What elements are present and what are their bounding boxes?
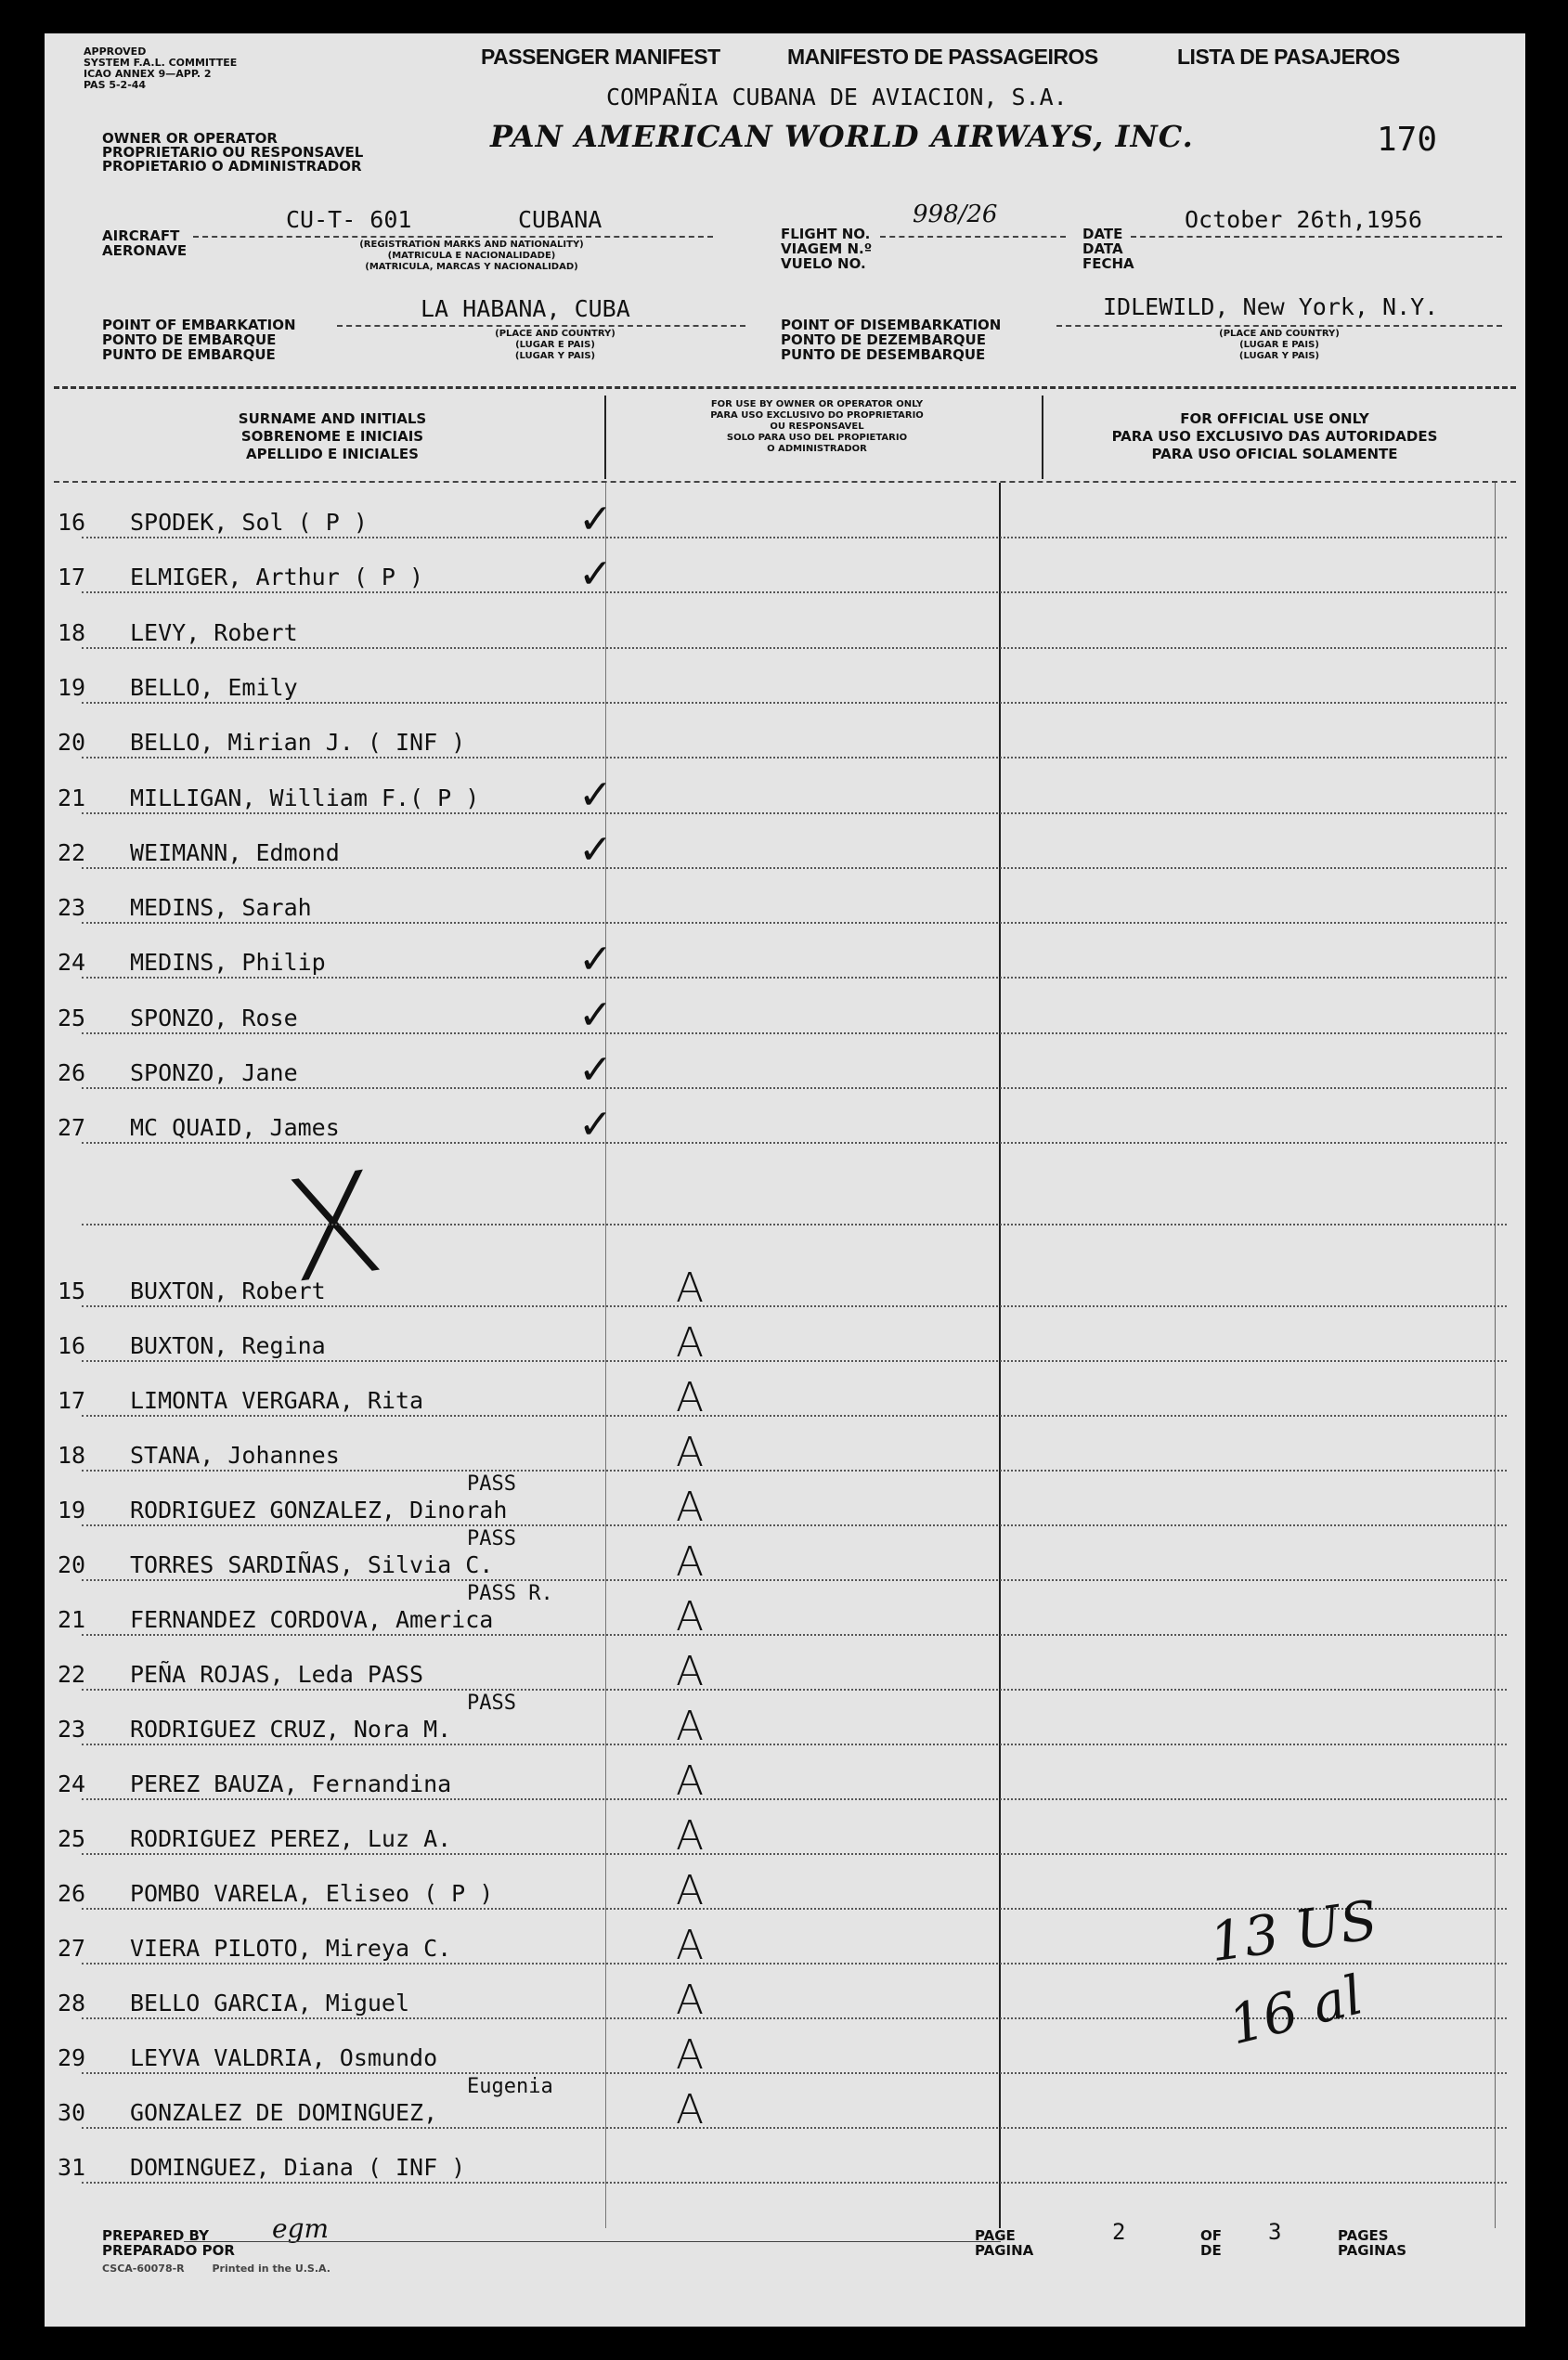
col-header-line: FOR USE BY OWNER OR OPERATOR ONLY	[710, 399, 924, 409]
owner-label	[102, 132, 363, 174]
passenger-note: PASS	[467, 1692, 516, 1715]
header-divider-1	[604, 395, 606, 479]
row-line	[82, 1087, 1507, 1089]
passenger-row	[45, 1692, 1525, 1750]
flight-line	[880, 236, 1066, 238]
col-header-line: SOBRENOME E INICIAIS	[240, 428, 424, 445]
passenger-name: LEVY, Robert	[130, 618, 298, 646]
passenger-number: 28	[58, 1990, 86, 2016]
header-bottom-rule	[54, 481, 1516, 483]
prepared-label-es: PREPARADO POR	[102, 2242, 235, 2259]
passenger-note: PASS	[467, 1527, 516, 1550]
embark-place: LA HABANA, CUBA	[421, 295, 630, 322]
passenger-row	[45, 1429, 1525, 1476]
passenger-name: STANA, Johannes	[130, 1442, 340, 1469]
passenger-note: PASS R.	[467, 1582, 553, 1605]
passenger-number: 27	[58, 1114, 86, 1142]
passenger-row	[45, 1757, 1525, 1805]
passenger-number: 15	[58, 1277, 86, 1304]
passenger-row	[45, 1046, 1525, 1094]
col-header-line: APELLIDO E INICIALES	[246, 446, 419, 462]
page-number: 2	[1112, 2219, 1126, 2245]
flight-label-es: VUELO NO.	[781, 255, 866, 272]
disembark-label	[781, 318, 1001, 362]
row-line	[82, 812, 1507, 814]
owner-check-mark: A	[676, 1867, 705, 1914]
passenger-row	[45, 616, 1525, 653]
passenger-number: 27	[58, 1935, 86, 1962]
passenger-row	[45, 1527, 1525, 1586]
passenger-number: 16	[58, 1332, 86, 1359]
row-line	[82, 2072, 1507, 2074]
passenger-name: ELMIGER, Arthur ( P )	[130, 564, 424, 591]
row-line	[82, 537, 1507, 538]
passenger-row	[45, 1319, 1525, 1367]
company-name: COMPAÑIA CUBANA DE AVIACION, S.A.	[606, 84, 1068, 110]
aircraft-label	[102, 228, 187, 258]
passenger-name: WEIMANN, Edmond	[130, 838, 340, 866]
passenger-row	[45, 1264, 1525, 1312]
passenger-name: BELLO, Mirian J. ( INF )	[130, 729, 466, 757]
aircraft-nationality: CUBANA	[518, 206, 603, 233]
passenger-name: BELLO GARCIA, Miguel	[130, 1990, 410, 2016]
row-line	[82, 977, 1507, 979]
embark-label-pt: PONTO DE EMBARQUE	[102, 331, 277, 348]
row-line	[82, 2127, 1507, 2129]
caption-line: (LUGAR E PAIS)	[1239, 340, 1319, 350]
passenger-number: 24	[58, 949, 86, 977]
owner-check-mark: A	[676, 1538, 705, 1586]
passenger-name: TORRES SARDIÑAS, Silvia C.	[130, 1551, 494, 1578]
owner-check-mark: ✓	[578, 936, 613, 984]
flight-label-pt: VIAGEM N.º	[781, 240, 873, 257]
passenger-name: BELLO, Emily	[130, 673, 298, 701]
pages-label	[1338, 2228, 1406, 2258]
passenger-number: 23	[58, 894, 86, 922]
approval-line: APPROVED	[84, 45, 147, 58]
passenger-number: 18	[58, 618, 86, 646]
passenger-name: VIERA PILOTO, Mireya C.	[130, 1935, 452, 1962]
passenger-number: 17	[58, 564, 86, 591]
owner-check-mark: A	[676, 1593, 705, 1640]
col-header-line: O ADMINISTRADOR	[767, 444, 867, 454]
passenger-row	[45, 771, 1525, 819]
passenger-name: MC QUAID, James	[130, 1114, 340, 1142]
col-header-line: PARA USO EXCLUSIVO DAS AUTORIDADES	[1111, 428, 1438, 445]
passenger-number: 31	[58, 2154, 86, 2181]
passenger-row	[45, 936, 1525, 984]
owner-check-mark: A	[676, 2086, 705, 2133]
row-line	[82, 2182, 1507, 2184]
title-pt: MANIFESTO DE PASSAGEIROS	[787, 45, 1098, 69]
row-line	[82, 1142, 1507, 1144]
title-en: PASSENGER MANIFEST	[481, 45, 720, 69]
row-line	[82, 1853, 1507, 1855]
passenger-number: 29	[58, 2044, 86, 2071]
caption-line: (MATRICULA E NACIONALIDADE)	[387, 251, 556, 261]
embark-label	[102, 318, 296, 362]
manifest-sheet	[45, 33, 1525, 2327]
row-line	[82, 1634, 1507, 1636]
owner-check-mark: ✓	[578, 551, 613, 599]
approval-block	[84, 46, 237, 91]
form-code	[102, 2263, 330, 2275]
date-line	[1131, 236, 1502, 238]
passenger-name: GONZALEZ DE DOMINGUEZ,	[130, 2099, 438, 2126]
row-line	[82, 1744, 1507, 1745]
passenger-row	[45, 496, 1525, 543]
passenger-name: SPODEK, Sol ( P )	[130, 509, 368, 536]
owner-label-en: OWNER OR OPERATOR	[102, 130, 278, 147]
pages-label-es: PAGINAS	[1338, 2242, 1407, 2259]
approval-line: PAS 5-2-44	[84, 79, 147, 91]
page-label-en: PAGE	[975, 2227, 1016, 2244]
owner-check-mark: A	[676, 1484, 705, 1531]
row-line	[82, 702, 1507, 704]
registration-caption	[295, 240, 648, 273]
passenger-name: DOMINGUEZ, Diana ( INF )	[130, 2154, 466, 2181]
passenger-name: PEREZ BAUZA, Fernandina	[130, 1770, 452, 1797]
flight-label	[781, 227, 872, 271]
passenger-row	[45, 825, 1525, 874]
owner-check-mark: ✓	[578, 991, 613, 1039]
passenger-name: BUXTON, Regina	[130, 1332, 326, 1359]
row-line	[82, 1579, 1507, 1581]
pages-label-en: PAGES	[1338, 2227, 1389, 2244]
passenger-number: 16	[58, 509, 86, 536]
owner-check-mark: ✓	[578, 1101, 613, 1149]
passenger-number: 21	[58, 784, 86, 811]
header-divider-2	[1042, 395, 1043, 479]
row-line	[82, 922, 1507, 924]
date-label-pt: DATA	[1082, 240, 1123, 257]
passenger-number: 19	[58, 1497, 86, 1524]
owner-check-mark: A	[676, 1648, 705, 1695]
passenger-number: 26	[58, 1880, 86, 1907]
passenger-note: PASS	[467, 1472, 516, 1496]
passenger-name: SPONZO, Jane	[130, 1059, 298, 1086]
owner-check-mark: ✓	[578, 1046, 613, 1094]
col-header-line: OU RESPONSAVEL	[770, 421, 864, 432]
col-header-line: SURNAME AND INITIALS	[238, 410, 427, 427]
passenger-row	[45, 2031, 1525, 2079]
row-line	[82, 1689, 1507, 1691]
official-note-line2: 16 al	[1222, 1963, 1369, 2057]
aircraft-registration: CU-T- 601	[286, 206, 412, 233]
title-es: LISTA DE PASAJEROS	[1177, 45, 1400, 69]
page-total: 3	[1268, 2219, 1282, 2245]
owner-check-mark: A	[676, 1319, 705, 1367]
passenger-row	[45, 1472, 1525, 1531]
embark-place-caption	[453, 329, 657, 362]
form-code-text: CSCA-60078-R	[102, 2263, 185, 2275]
passenger-row	[45, 1374, 1525, 1421]
page-label	[975, 2228, 1033, 2258]
embark-line	[337, 325, 745, 327]
col-header-line: SOLO PARA USO DEL PROPIETARIO	[726, 433, 908, 443]
owner-label-pt: PROPRIETARIO OU RESPONSAVEL	[102, 144, 364, 161]
approval-line: SYSTEM F.A.L. COMMITTEE	[84, 57, 238, 69]
owner-check-mark: A	[676, 1264, 705, 1312]
passenger-name: SPONZO, Rose	[130, 1004, 298, 1031]
disembark-line	[1056, 325, 1502, 327]
passenger-number: 22	[58, 1661, 86, 1688]
passenger-number: 20	[58, 1551, 86, 1578]
row-line	[82, 757, 1507, 759]
row-line	[82, 1470, 1507, 1472]
caption-line: (PLACE AND COUNTRY)	[495, 329, 616, 339]
row-line	[82, 1032, 1507, 1034]
flight-date: October 26th,1956	[1185, 206, 1422, 233]
aircraft-label-pt: AERONAVE	[102, 242, 188, 259]
owner-check-mark: A	[676, 1703, 705, 1750]
passenger-name: PEÑA ROJAS, Leda PASS	[130, 1661, 424, 1688]
passenger-number: 19	[58, 673, 86, 701]
passenger-number: 20	[58, 729, 86, 757]
passenger-row	[45, 1648, 1525, 1695]
passenger-number: 21	[58, 1606, 86, 1633]
prepared-label	[102, 2228, 235, 2258]
passenger-name: LEYVA VALDRIA, Osmundo	[130, 2044, 438, 2071]
owner-check-mark: ✓	[578, 825, 613, 874]
prepared-line	[184, 2241, 1001, 2242]
row-line	[82, 1360, 1507, 1362]
owner-check-mark: A	[676, 1757, 705, 1805]
caption-line: (LUGAR Y PAIS)	[514, 351, 596, 361]
passenger-number: 24	[58, 1770, 86, 1797]
disembark-place-caption	[1168, 329, 1391, 362]
date-label-en: DATE	[1082, 226, 1123, 242]
passenger-name: BUXTON, Robert	[130, 1277, 326, 1304]
of-label	[1200, 2228, 1222, 2258]
owner-label-es: PROPIETARIO O ADMINISTRADOR	[102, 158, 362, 175]
embark-label-es: PUNTO DE EMBARQUE	[102, 346, 276, 363]
col-header-names	[165, 410, 499, 463]
owner-check-mark: A	[676, 1922, 705, 1969]
row-line	[82, 591, 1507, 593]
owner-check-mark: A	[676, 1977, 705, 2024]
passenger-note: Eugenia	[467, 2075, 553, 2098]
disembark-place: IDLEWILD, New York, N.Y.	[1103, 293, 1439, 320]
date-label	[1082, 227, 1134, 271]
disembark-label-en: POINT OF DISEMBARKATION	[781, 317, 1002, 333]
passenger-row	[45, 551, 1525, 599]
passenger-number: 26	[58, 1059, 86, 1086]
passenger-name: POMBO VARELA, Eliseo ( P )	[130, 1880, 494, 1907]
passenger-row	[45, 1101, 1525, 1149]
passenger-name: MEDINS, Philip	[130, 949, 326, 977]
owner-check-mark: ✓	[578, 496, 613, 543]
aircraft-line	[193, 236, 713, 238]
owner-check-mark: A	[676, 2031, 705, 2079]
col-header-line: PARA USO EXCLUSIVO DO PROPRIETARIO	[710, 410, 924, 421]
passenger-name: MILLIGAN, William F.( P )	[130, 784, 480, 811]
approval-line: ICAO ANNEX 9—APP. 2	[84, 68, 212, 80]
row-line	[82, 1415, 1507, 1417]
passenger-name: LIMONTA VERGARA, Rita	[130, 1387, 424, 1414]
caption-line: (REGISTRATION MARKS AND NATIONALITY)	[359, 240, 584, 250]
passenger-name: RODRIGUEZ PEREZ, Luz A.	[130, 1825, 452, 1852]
page-label-es: PAGINA	[975, 2242, 1034, 2259]
passenger-row	[45, 991, 1525, 1039]
col-header-owner	[613, 399, 1021, 455]
disembark-label-es: PUNTO DE DESEMBARQUE	[781, 346, 986, 363]
row-line	[82, 1524, 1507, 1526]
col-header-line: FOR OFFICIAL USE ONLY	[1180, 410, 1369, 427]
passenger-row	[45, 1812, 1525, 1860]
prepared-by: egm	[272, 2213, 330, 2244]
prepared-label-en: PREPARED BY	[102, 2227, 209, 2244]
caption-line: (PLACE AND COUNTRY)	[1219, 329, 1340, 339]
cross-mark: X	[275, 1141, 393, 1316]
row-line	[82, 867, 1507, 869]
official-note-line1: 13 US	[1206, 1887, 1381, 1975]
caption-line: (LUGAR Y PAIS)	[1238, 351, 1320, 361]
of-label-es: DE	[1200, 2242, 1222, 2259]
passenger-row	[45, 2150, 1525, 2187]
embark-label-en: POINT OF EMBARKATION	[102, 317, 296, 333]
passenger-number: 22	[58, 838, 86, 866]
operator-stamp: PAN AMERICAN WORLD AIRWAYS, INC.	[490, 119, 1194, 154]
passenger-name: RODRIGUEZ GONZALEZ, Dinorah	[130, 1497, 508, 1524]
passenger-name: RODRIGUEZ CRUZ, Nora M.	[130, 1716, 452, 1743]
passenger-name: FERNANDEZ CORDOVA, America	[130, 1606, 494, 1633]
aircraft-label-en: AIRCRAFT	[102, 227, 180, 244]
caption-line: (LUGAR E PAIS)	[515, 340, 595, 350]
passenger-name: MEDINS, Sarah	[130, 894, 312, 922]
passenger-number: 30	[58, 2099, 86, 2126]
passenger-row	[45, 1582, 1525, 1640]
passenger-row	[45, 890, 1525, 927]
passenger-number: 23	[58, 1716, 86, 1743]
of-label-en: OF	[1200, 2227, 1222, 2244]
printed-text: Printed in the U.S.A.	[212, 2263, 330, 2275]
flight-label-en: FLIGHT NO.	[781, 226, 871, 242]
passenger-number: 18	[58, 1442, 86, 1469]
col-header-official	[1056, 410, 1493, 463]
flight-number: 998/26	[913, 201, 998, 228]
col-header-line: PARA USO OFICIAL SOLAMENTE	[1151, 446, 1398, 462]
passenger-number: 25	[58, 1825, 86, 1852]
sheet-number: 170	[1377, 121, 1438, 159]
passenger-row	[45, 670, 1525, 707]
row-line	[82, 1305, 1507, 1307]
row-line	[82, 647, 1507, 649]
row-line	[82, 1798, 1507, 1800]
passenger-row	[45, 725, 1525, 762]
owner-check-mark: A	[676, 1812, 705, 1860]
owner-check-mark: A	[676, 1429, 705, 1476]
disembark-label-pt: PONTO DE DEZEMBARQUE	[781, 331, 986, 348]
header-top-rule	[54, 386, 1516, 389]
passenger-number: 25	[58, 1004, 86, 1031]
date-label-es: FECHA	[1082, 255, 1134, 272]
owner-check-mark: A	[676, 1374, 705, 1421]
caption-line: (MATRICULA, MARCAS Y NACIONALIDAD)	[365, 262, 578, 272]
passenger-number: 17	[58, 1387, 86, 1414]
owner-check-mark: ✓	[578, 771, 613, 819]
passenger-row	[45, 2075, 1525, 2133]
blank-row-line	[82, 1224, 1507, 1225]
